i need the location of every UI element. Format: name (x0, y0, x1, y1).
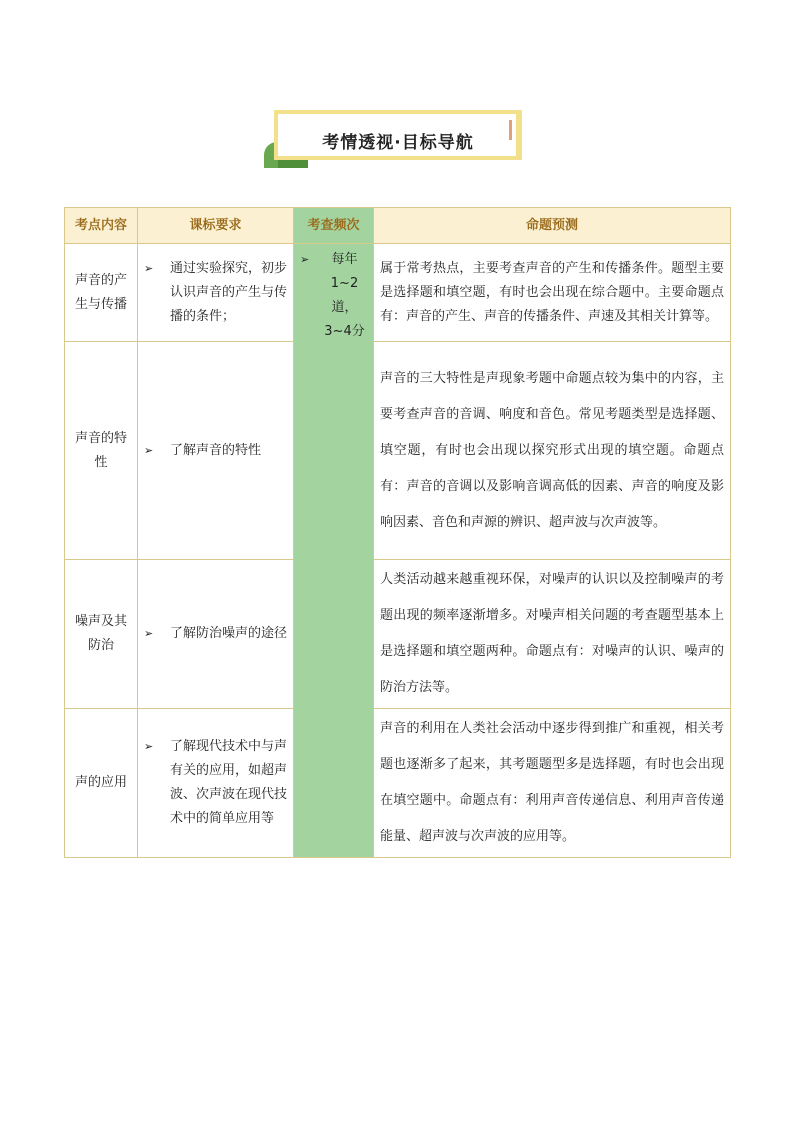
topic-cell: 声音的特性 (65, 342, 138, 560)
topic-cell: 声的应用 (65, 709, 138, 858)
table-row (65, 560, 731, 709)
banner-title: 考情透视·目标导航 (322, 133, 474, 153)
header-prediction: 命题预测 (374, 208, 731, 244)
table-row (65, 709, 731, 858)
requirement-cell (138, 342, 294, 560)
requirement-text: 了解防治噪声的途径 (170, 626, 288, 641)
table-row (65, 342, 731, 560)
frequency-cell (294, 244, 374, 858)
section-banner (264, 108, 526, 166)
topic-cell: 声音的产生与传播 (65, 244, 138, 342)
topic-cell: 噪声及其防治 (65, 560, 138, 709)
frequency-text: 每年1~2道，3~4分 (324, 252, 365, 339)
requirement-cell (138, 560, 294, 709)
prediction-cell: 声音的三大特性是声现象考题中命题点较为集中的内容，主要考查声音的音调、响度和音色。常见考题类型是选择题、填空题，有时也会出现以探究形式出现的填空题。命题点有：声音的音调以及影响音调高低的因素、声音的响度及影响因素、音色和声源的辨识、超声波与次声波等。 (374, 342, 731, 560)
bullet-arrow-icon: ➢ (144, 261, 154, 275)
banner-box (274, 110, 522, 160)
header-topic: 考点内容 (65, 208, 138, 244)
requirement-cell (138, 244, 294, 342)
header-frequency: 考查频次 (294, 208, 374, 244)
header-requirement: 课标要求 (138, 208, 294, 244)
bullet-arrow-icon: ➢ (144, 443, 154, 457)
table-row (65, 244, 731, 342)
exam-table (64, 207, 731, 858)
prediction-cell: 属于常考热点，主要考查声音的产生和传播条件。题型主要是选择题和填空题，有时也会出现在综合题中。主要命题点有：声音的产生、声音的传播条件、声速及其相关计算等。 (374, 244, 731, 342)
requirement-text: 了解声音的特性 (170, 442, 262, 458)
bullet-arrow-icon: ➢ (144, 740, 154, 753)
requirement-cell (138, 709, 294, 858)
requirement-text: 通过实验探究，初步认识声音的产生与传播的条件； (170, 260, 288, 324)
bullet-arrow-icon: ➢ (144, 627, 154, 640)
prediction-cell: 声音的利用在人类社会活动中逐步得到推广和重视，相关考题也逐渐多了起来，其考题题型多是选择题，有时也会出现在填空题中。命题点有：利用声音传递信息、利用声音传递能量、超声波与次声波的应用等。 (374, 709, 731, 858)
table-header-row (65, 208, 731, 244)
prediction-cell: 人类活动越来越重视环保，对噪声的认识以及控制噪声的考题出现的频率逐渐增多。对噪声相关问题的考查题型基本上是选择题和填空题两种。命题点有：对噪声的认识、噪声的防治方法等。 (374, 560, 731, 709)
bullet-arrow-icon: ➢ (300, 253, 310, 266)
requirement-text: 了解现代技术中与声有关的应用，如超声波、次声波在现代技术中的简单应用等 (170, 739, 288, 826)
